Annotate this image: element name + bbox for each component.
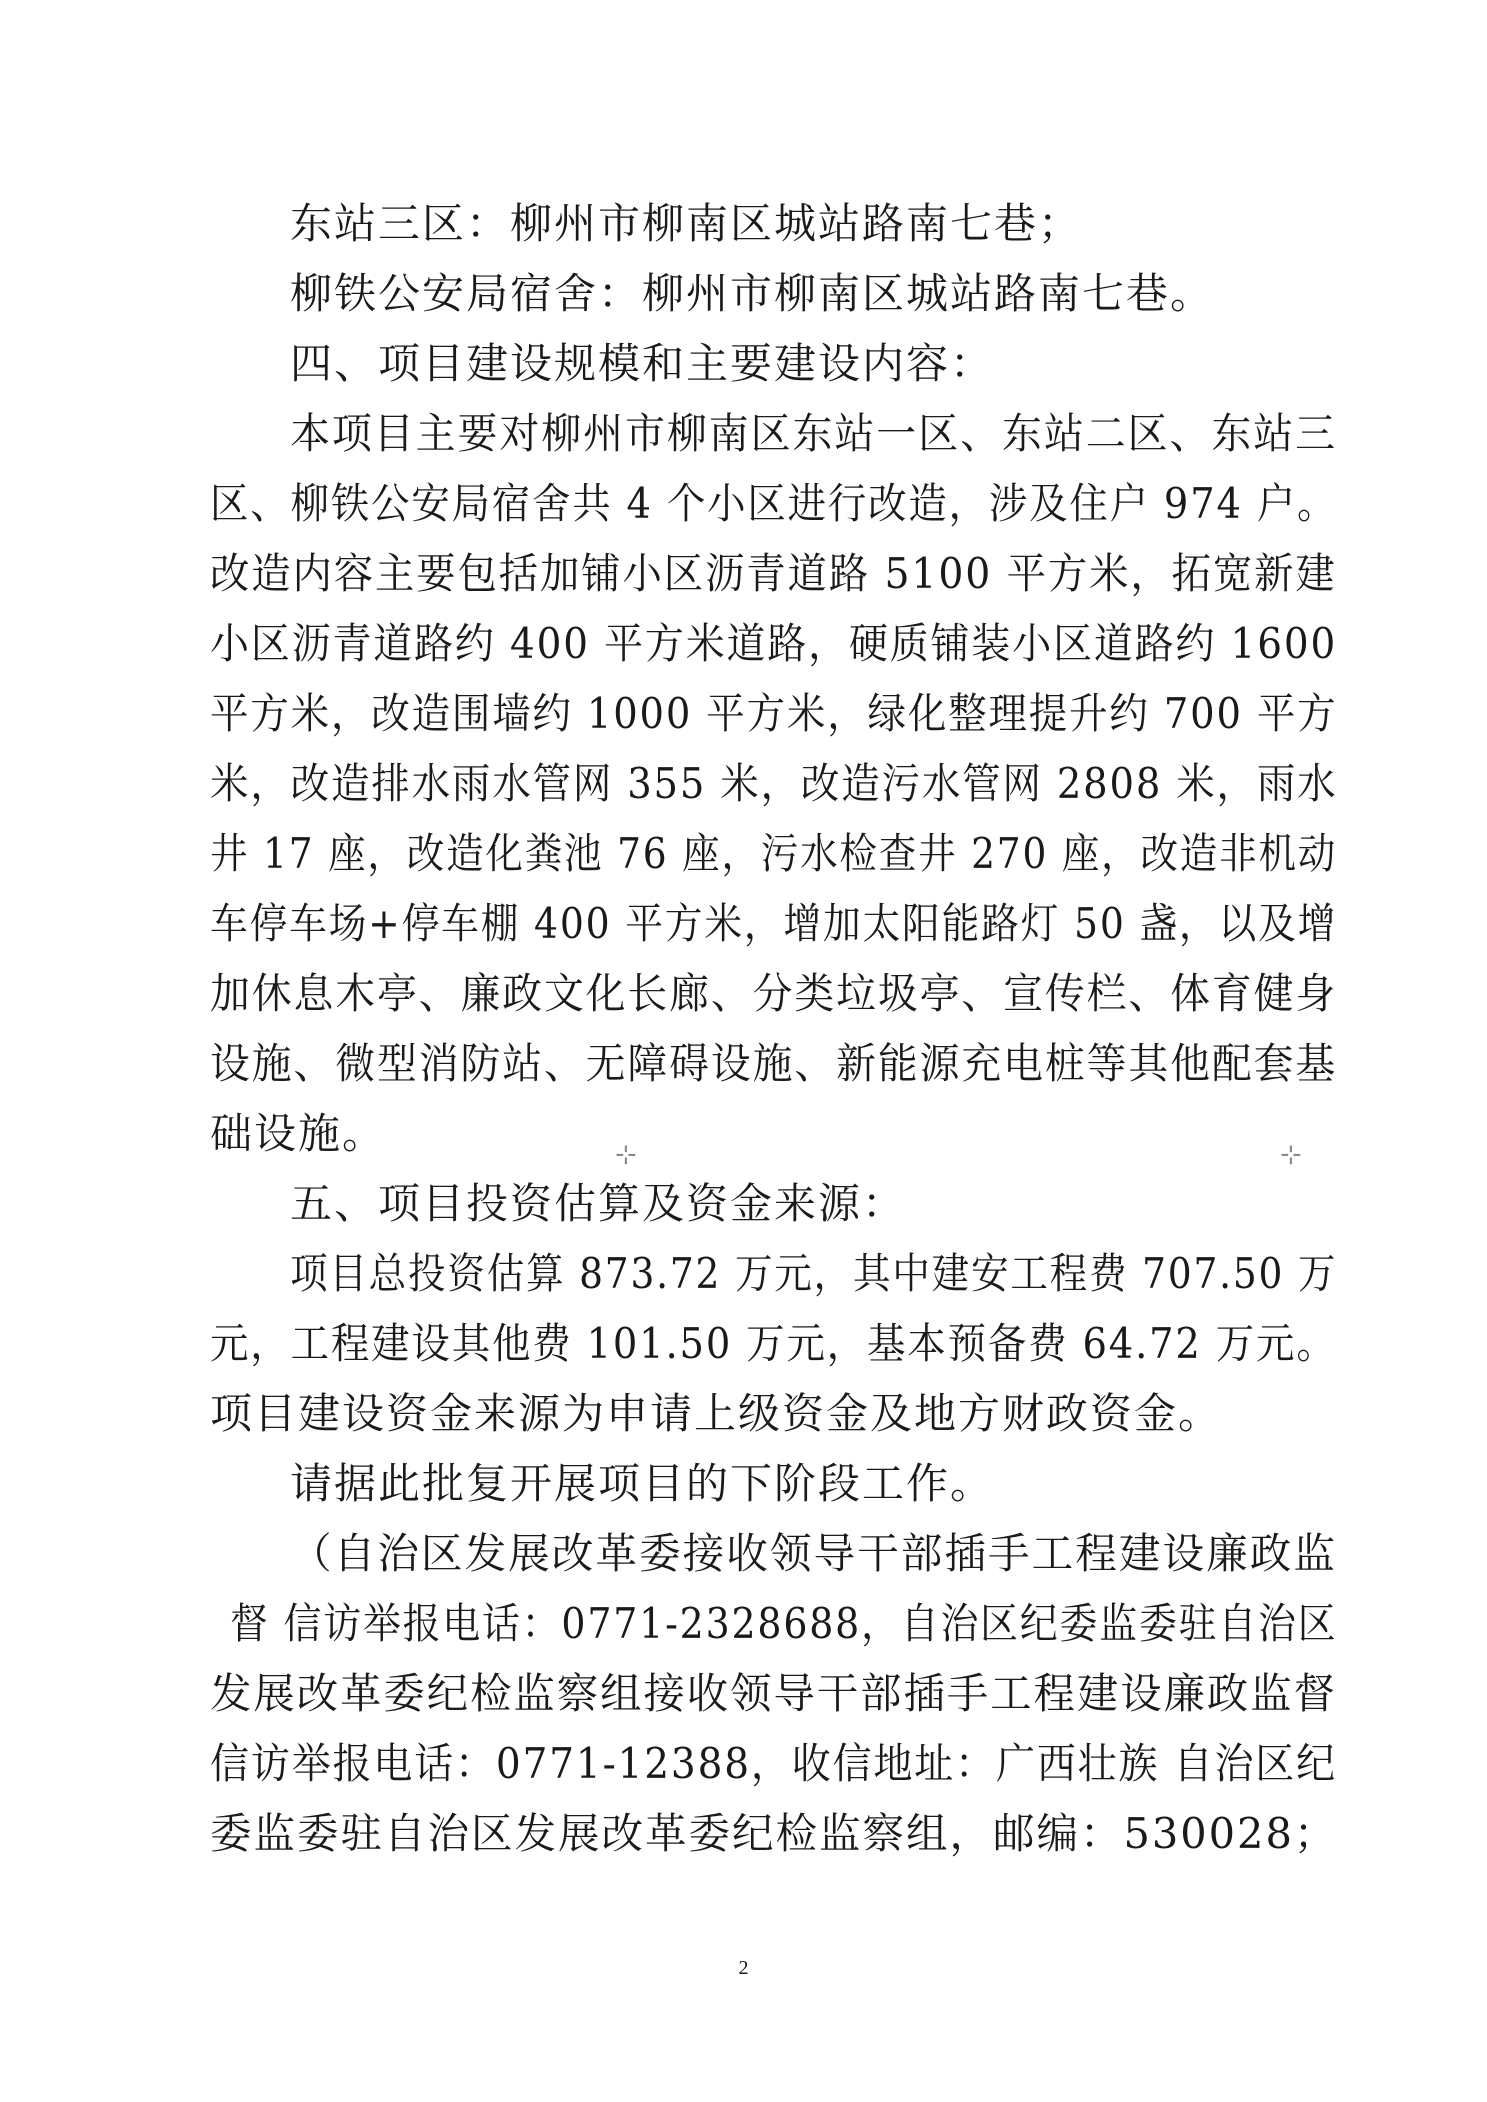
text-line: 项目建设资金来源为申请上级资金及地方财政资金。	[210, 1389, 1223, 1438]
text-line: 项目总投资估算 873.72 万元，其中建安工程费 707.50 万	[290, 1249, 1338, 1298]
text-line: 小区沥青道路约 400 平方米道路，硬质铺装小区道路约 1600	[210, 619, 1338, 668]
scan-artifact-mark: ⊹	[1280, 1140, 1302, 1170]
text-line: 米，改造排水雨水管网 355 米，改造污水管网 2808 米，雨水	[210, 759, 1338, 808]
text-line: 发展改革委纪检监察组接收领导干部插手工程建设廉政监督	[210, 1669, 1337, 1718]
section-heading: 五、项目投资估算及资金来源：	[290, 1179, 907, 1228]
text-line: 区、柳铁公安局宿舍共 4 个小区进行改造，涉及住户 974 户。	[210, 479, 1338, 528]
text-line: 本项目主要对柳州市柳南区东站一区、东站二区、东站三	[290, 409, 1337, 458]
text-line: 设施、微型消防站、无障碍设施、新能源充电桩等其他配套基	[210, 1039, 1338, 1088]
text-line: 委监委驻自治区发展改革委纪检监察组，邮编：530028；	[210, 1809, 1338, 1858]
text-line: 础设施。	[210, 1109, 387, 1158]
text-line: 信访举报电话：0771-12388，收信地址：广西壮族 自治区纪	[210, 1739, 1337, 1788]
text-line: 车停车场+停车棚 400 平方米，增加太阳能路灯 50 盏，以及增	[210, 899, 1338, 948]
text-line: （自治区发展改革委接收领导干部插手工程建设廉政监	[290, 1529, 1338, 1578]
section-heading: 四、项目建设规模和主要建设内容：	[290, 339, 995, 388]
text-line: 加休息木亭、廉政文化长廊、分类垃圾亭、宣传栏、体育健身	[210, 969, 1338, 1018]
text-line: 改造内容主要包括加铺小区沥青道路 5100 平方米，拓宽新建	[210, 549, 1337, 598]
scan-artifact-mark: ⊹	[615, 1140, 637, 1170]
text-line: 井 17 座，改造化粪池 76 座，污水检查井 270 座，改造非机动	[210, 829, 1338, 878]
text-line: 东站三区：柳州市柳南区城站路南七巷；	[290, 199, 1083, 248]
text-line: 请据此批复开展项目的下阶段工作。	[290, 1459, 995, 1508]
text-line: 元，工程建设其他费 101.50 万元，基本预备费 64.72 万元。	[210, 1319, 1337, 1368]
text-line: 柳铁公安局宿舍：柳州市柳南区城站路南七巷。	[290, 269, 1215, 318]
text-line: 督 信访举报电话：0771-2328688，自治区纪委监委驻自治区	[230, 1599, 1338, 1648]
text-line: 平方米，改造围墙约 1000 平方米，绿化整理提升约 700 平方	[210, 689, 1338, 738]
page-number: 2	[738, 1957, 749, 1979]
